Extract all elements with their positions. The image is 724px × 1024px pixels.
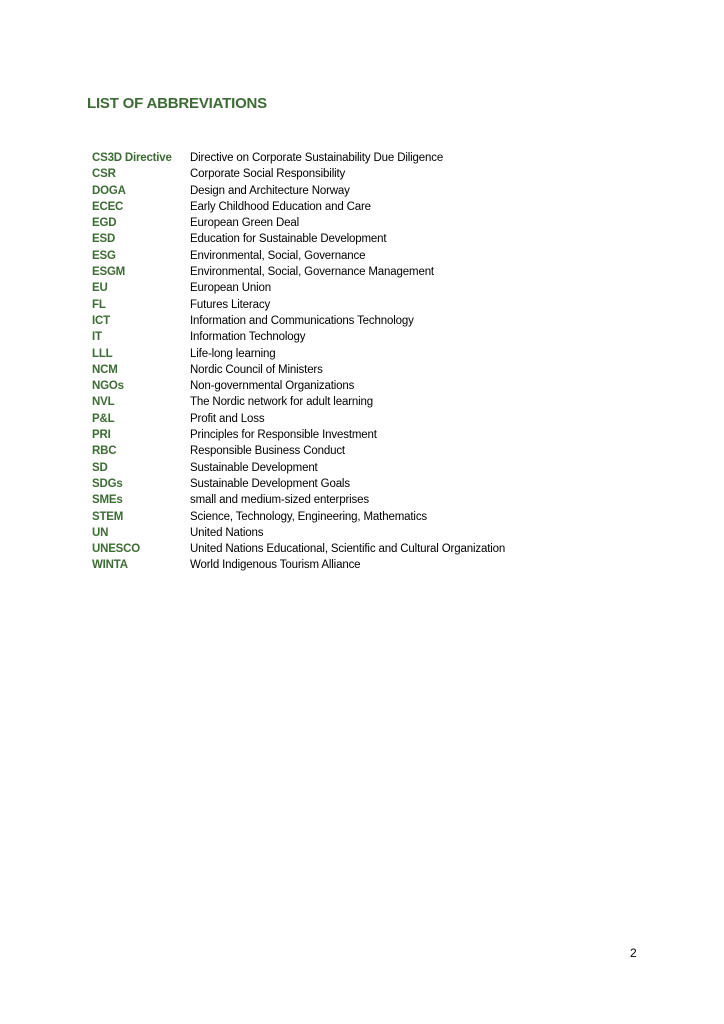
abbreviation-term: ECEC — [92, 200, 124, 213]
abbreviation-definition: Environmental, Social, Governance Management — [190, 266, 434, 279]
abbreviation-term: ESGM — [92, 266, 126, 279]
abbreviation-term: RBC — [92, 445, 117, 458]
abbreviation-definition: Early Childhood Education and Care — [190, 200, 371, 213]
abbreviation-term: STEM — [92, 510, 124, 523]
abbreviation-row — [92, 541, 652, 557]
abbreviation-row — [92, 557, 652, 573]
abbreviation-definition: Life-long learning — [190, 347, 276, 360]
abbreviation-row — [92, 460, 652, 476]
abbreviation-definition: Science, Technology, Engineering, Mathematics — [190, 510, 428, 523]
abbreviation-term: SMEs — [92, 494, 123, 507]
abbreviation-term: UNESCO — [92, 543, 141, 556]
abbreviation-term: NGOs — [92, 380, 124, 393]
abbreviation-term: P&L — [92, 412, 115, 425]
abbreviation-definition: Environmental, Social, Governance — [190, 249, 366, 262]
abbreviation-definition: World Indigenous Tourism Alliance — [190, 559, 361, 572]
abbreviation-definition: Futures Literacy — [190, 298, 271, 311]
abbreviation-definition: United Nations Educational, Scientific and Cultural Organization — [190, 543, 506, 556]
abbreviation-definition: Nordic Council of Ministers — [190, 363, 323, 376]
abbreviation-term: NVL — [92, 396, 115, 409]
abbreviation-row — [92, 476, 652, 492]
abbreviation-term: FL — [92, 298, 106, 311]
abbreviation-row — [92, 297, 652, 313]
abbreviation-row — [92, 394, 652, 410]
abbreviation-definition: European Green Deal — [190, 217, 300, 230]
abbreviation-row — [92, 329, 652, 345]
abbreviation-definition: European Union — [190, 282, 272, 295]
abbreviation-definition: United Nations — [190, 526, 264, 539]
abbreviation-term: SD — [92, 461, 108, 474]
abbreviation-definition: Non-governmental Organizations — [190, 380, 355, 393]
abbreviation-row — [92, 231, 652, 247]
abbreviation-list — [92, 150, 652, 574]
abbreviation-row — [92, 362, 652, 378]
abbreviation-row — [92, 215, 652, 231]
abbreviation-definition: Profit and Loss — [190, 412, 265, 425]
abbreviation-term: EU — [92, 282, 108, 295]
abbreviation-row — [92, 183, 652, 199]
abbreviation-definition: Responsible Business Conduct — [190, 445, 345, 458]
abbreviation-term: EGD — [92, 217, 117, 230]
abbreviation-row — [92, 199, 652, 215]
abbreviation-definition: Sustainable Development Goals — [190, 477, 350, 490]
abbreviation-row — [92, 492, 652, 508]
abbreviation-row — [92, 411, 652, 427]
abbreviation-term: CSR — [92, 168, 116, 181]
page-number: 2 — [630, 946, 637, 960]
abbreviation-row — [92, 280, 652, 296]
abbreviation-row — [92, 346, 652, 362]
abbreviation-row — [92, 150, 652, 166]
abbreviation-definition: Information and Communications Technology — [190, 314, 414, 327]
abbreviation-row — [92, 427, 652, 443]
abbreviation-term: NCM — [92, 363, 118, 376]
abbreviation-row — [92, 313, 652, 329]
abbreviation-row — [92, 166, 652, 182]
abbreviation-definition: The Nordic network for adult learning — [190, 396, 374, 409]
abbreviation-term: DOGA — [92, 184, 126, 197]
page-title: LIST OF ABBREVIATIONS — [87, 95, 267, 112]
abbreviation-definition: Design and Architecture Norway — [190, 184, 350, 197]
abbreviation-term: SDGs — [92, 477, 123, 490]
abbreviation-row — [92, 248, 652, 264]
abbreviation-term: IT — [92, 331, 102, 344]
abbreviation-definition: Sustainable Development — [190, 461, 318, 474]
abbreviation-row — [92, 264, 652, 280]
abbreviation-definition: Education for Sustainable Development — [190, 233, 387, 246]
abbreviation-definition: small and medium-sized enterprises — [190, 494, 369, 507]
abbreviation-row — [92, 443, 652, 459]
abbreviation-term: ESD — [92, 233, 116, 246]
abbreviation-definition: Principles for Responsible Investment — [190, 429, 377, 442]
abbreviation-row — [92, 525, 652, 541]
abbreviation-definition: Directive on Corporate Sustainability Due Diligence — [190, 152, 444, 164]
abbreviation-row — [92, 509, 652, 525]
abbreviation-term: ICT — [92, 314, 110, 327]
abbreviation-row — [92, 378, 652, 394]
abbreviation-term: ESG — [92, 249, 116, 262]
abbreviation-term: WINTA — [92, 559, 128, 572]
abbreviation-term: UN — [92, 526, 109, 539]
abbreviation-definition: Corporate Social Responsibility — [190, 168, 346, 181]
abbreviation-term: CS3D Directive — [92, 152, 172, 164]
abbreviation-term: LLL — [92, 347, 113, 360]
abbreviation-term: PRI — [92, 429, 111, 442]
abbreviation-definition: Information Technology — [190, 331, 306, 344]
